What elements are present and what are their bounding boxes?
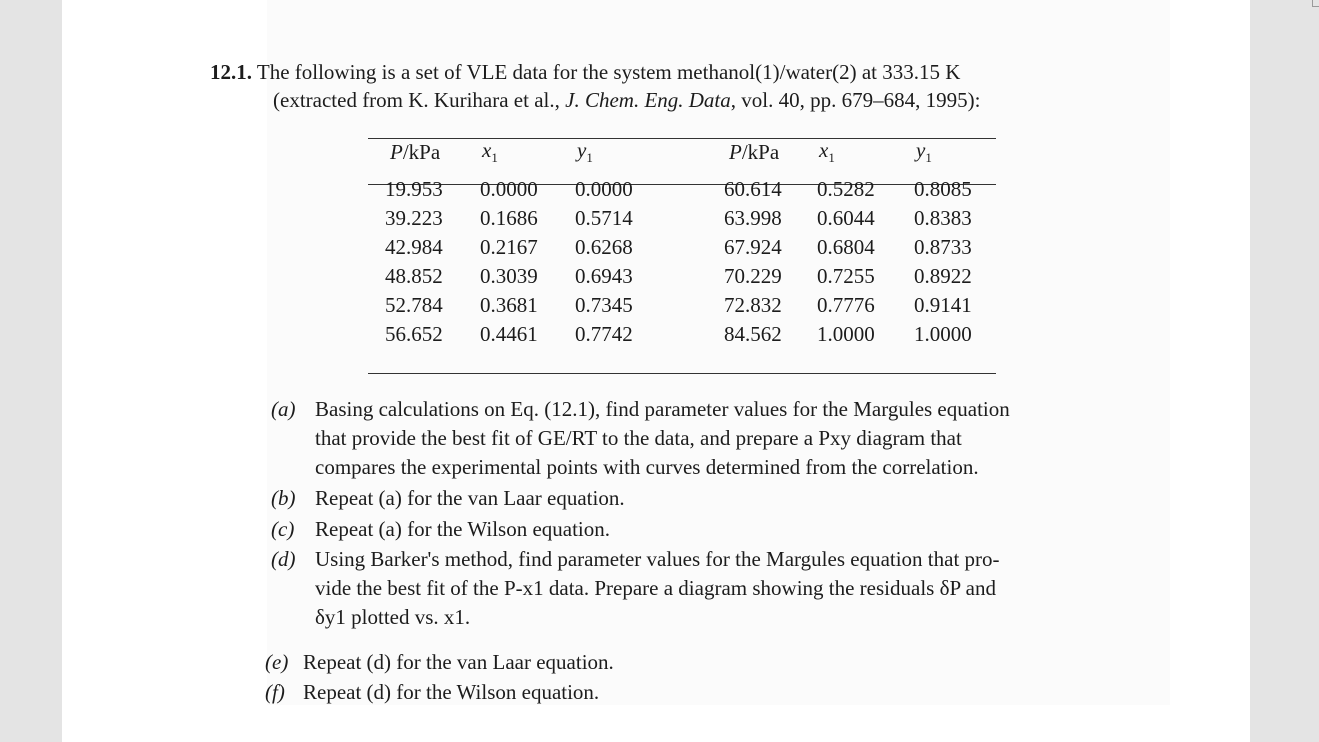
problem-number: 12.1. (210, 60, 252, 84)
table-cell: 0.7255 (817, 264, 875, 288)
table-cell: 56.652 (385, 322, 443, 346)
part-d-line-2-text: vide the best fit of the P-x1 data. Prepare a diagram showing the residuals δP and (315, 576, 996, 600)
part-d-line-3 (315, 603, 470, 632)
table-cell: 0.6804 (817, 235, 875, 259)
table-cell: 0.4461 (480, 322, 538, 346)
part-b-label: (b) (271, 486, 296, 510)
table-cell: 0.5714 (575, 206, 633, 230)
table-cell: 0.2167 (480, 235, 538, 259)
table-row (368, 262, 996, 291)
table-cell: 0.7345 (575, 293, 633, 317)
table-header-row (368, 138, 996, 167)
citation-suffix: , vol. 40, pp. 679–684, 1995): (730, 88, 981, 112)
table-cell: 70.229 (724, 264, 782, 288)
part-f-label: (f) (265, 680, 285, 704)
part-a-line-3-text: compares the experimental points with curves determined from the correlation. (315, 455, 979, 479)
table-cell: 0.0000 (575, 177, 633, 201)
table-row (368, 233, 996, 262)
table-cell: 48.852 (385, 264, 443, 288)
header-x1-1: $x_1$ (482, 138, 498, 166)
table-cell: 84.562 (724, 322, 782, 346)
table-cell: 0.8922 (914, 264, 972, 288)
table-row (368, 175, 996, 204)
header-y1-2: $y_1$ (916, 138, 932, 166)
part-a-label: (a) (271, 397, 296, 421)
table-cell: 0.8383 (914, 206, 972, 230)
table-cell: 0.6044 (817, 206, 875, 230)
part-a-line-2 (315, 424, 962, 453)
problem-intro-line-1 (210, 59, 960, 85)
part-b-text: Repeat (a) for the van Laar equation. (315, 486, 625, 510)
part-a-line-1: Basing calculations on Eq. (12.1), find parameter values for the Margules equation (315, 397, 1010, 421)
table-cell: 0.8733 (914, 235, 972, 259)
table-cell: 0.7742 (575, 322, 633, 346)
table-cell: 63.998 (724, 206, 782, 230)
part-c-label: (c) (271, 517, 295, 541)
part-e-label: (e) (265, 650, 289, 674)
table-cell: 0.6943 (575, 264, 633, 288)
table-cell: 0.5282 (817, 177, 875, 201)
table-cell: 1.0000 (914, 322, 972, 346)
table-cell: 0.3039 (480, 264, 538, 288)
header-y1-1: $y_1$ (577, 138, 593, 166)
table-cell: 72.832 (724, 293, 782, 317)
table-cell: 52.784 (385, 293, 443, 317)
table-cell: 0.3681 (480, 293, 538, 317)
table-cell: 42.984 (385, 235, 443, 259)
part-d-line-3-text: δy1 plotted vs. x1. (315, 605, 471, 629)
table-cell: 1.0000 (817, 322, 875, 346)
table-cell: 0.7776 (817, 293, 875, 317)
table-cell: 67.924 (724, 235, 782, 259)
table-cell: 0.8085 (914, 177, 972, 201)
part-d-line-1: Using Barker's method, find parameter values for the Margules equation that pro- (315, 547, 1000, 571)
journal-name: J. Chem. Eng. Data (565, 88, 731, 112)
problem-intro-text: The following is a set of VLE data for the system methanol(1)/water(2) at 333.15 K (256, 60, 961, 84)
part-c-text: Repeat (a) for the Wilson equation. (315, 517, 611, 541)
table-cell: 0.6268 (575, 235, 633, 259)
problem-intro-line-2 (273, 87, 980, 113)
header-pressure-1: P/kPa (390, 140, 441, 164)
table-cell: 60.614 (724, 177, 782, 201)
vle-data-table (368, 138, 996, 349)
table-row (368, 320, 996, 349)
table-cell: 0.9141 (914, 293, 972, 317)
table-cell: 19.953 (385, 177, 443, 201)
part-f-text: Repeat (d) for the Wilson equation. (303, 680, 600, 704)
table-bottom-rule (368, 373, 996, 374)
header-pressure-2: P/kPa (729, 140, 780, 164)
citation-prefix: (extracted from K. Kurihara et al., (273, 88, 566, 112)
table-row (368, 291, 996, 320)
table-row (368, 204, 996, 233)
table-cell: 0.0000 (480, 177, 538, 201)
table-cell: 0.1686 (480, 206, 538, 230)
part-a-line-2-text: that provide the best fit of GE/RT to the data, and prepare a Pxy diagram that (315, 426, 962, 450)
part-d-line-2 (315, 574, 996, 603)
part-e-text: Repeat (d) for the van Laar equation. (303, 650, 614, 674)
part-d-label: (d) (271, 547, 296, 571)
part-a-line-3 (315, 453, 979, 482)
table-cell: 39.223 (385, 206, 443, 230)
header-x1-2: $x_1$ (819, 138, 835, 166)
page-corner-mark (1312, 0, 1319, 7)
